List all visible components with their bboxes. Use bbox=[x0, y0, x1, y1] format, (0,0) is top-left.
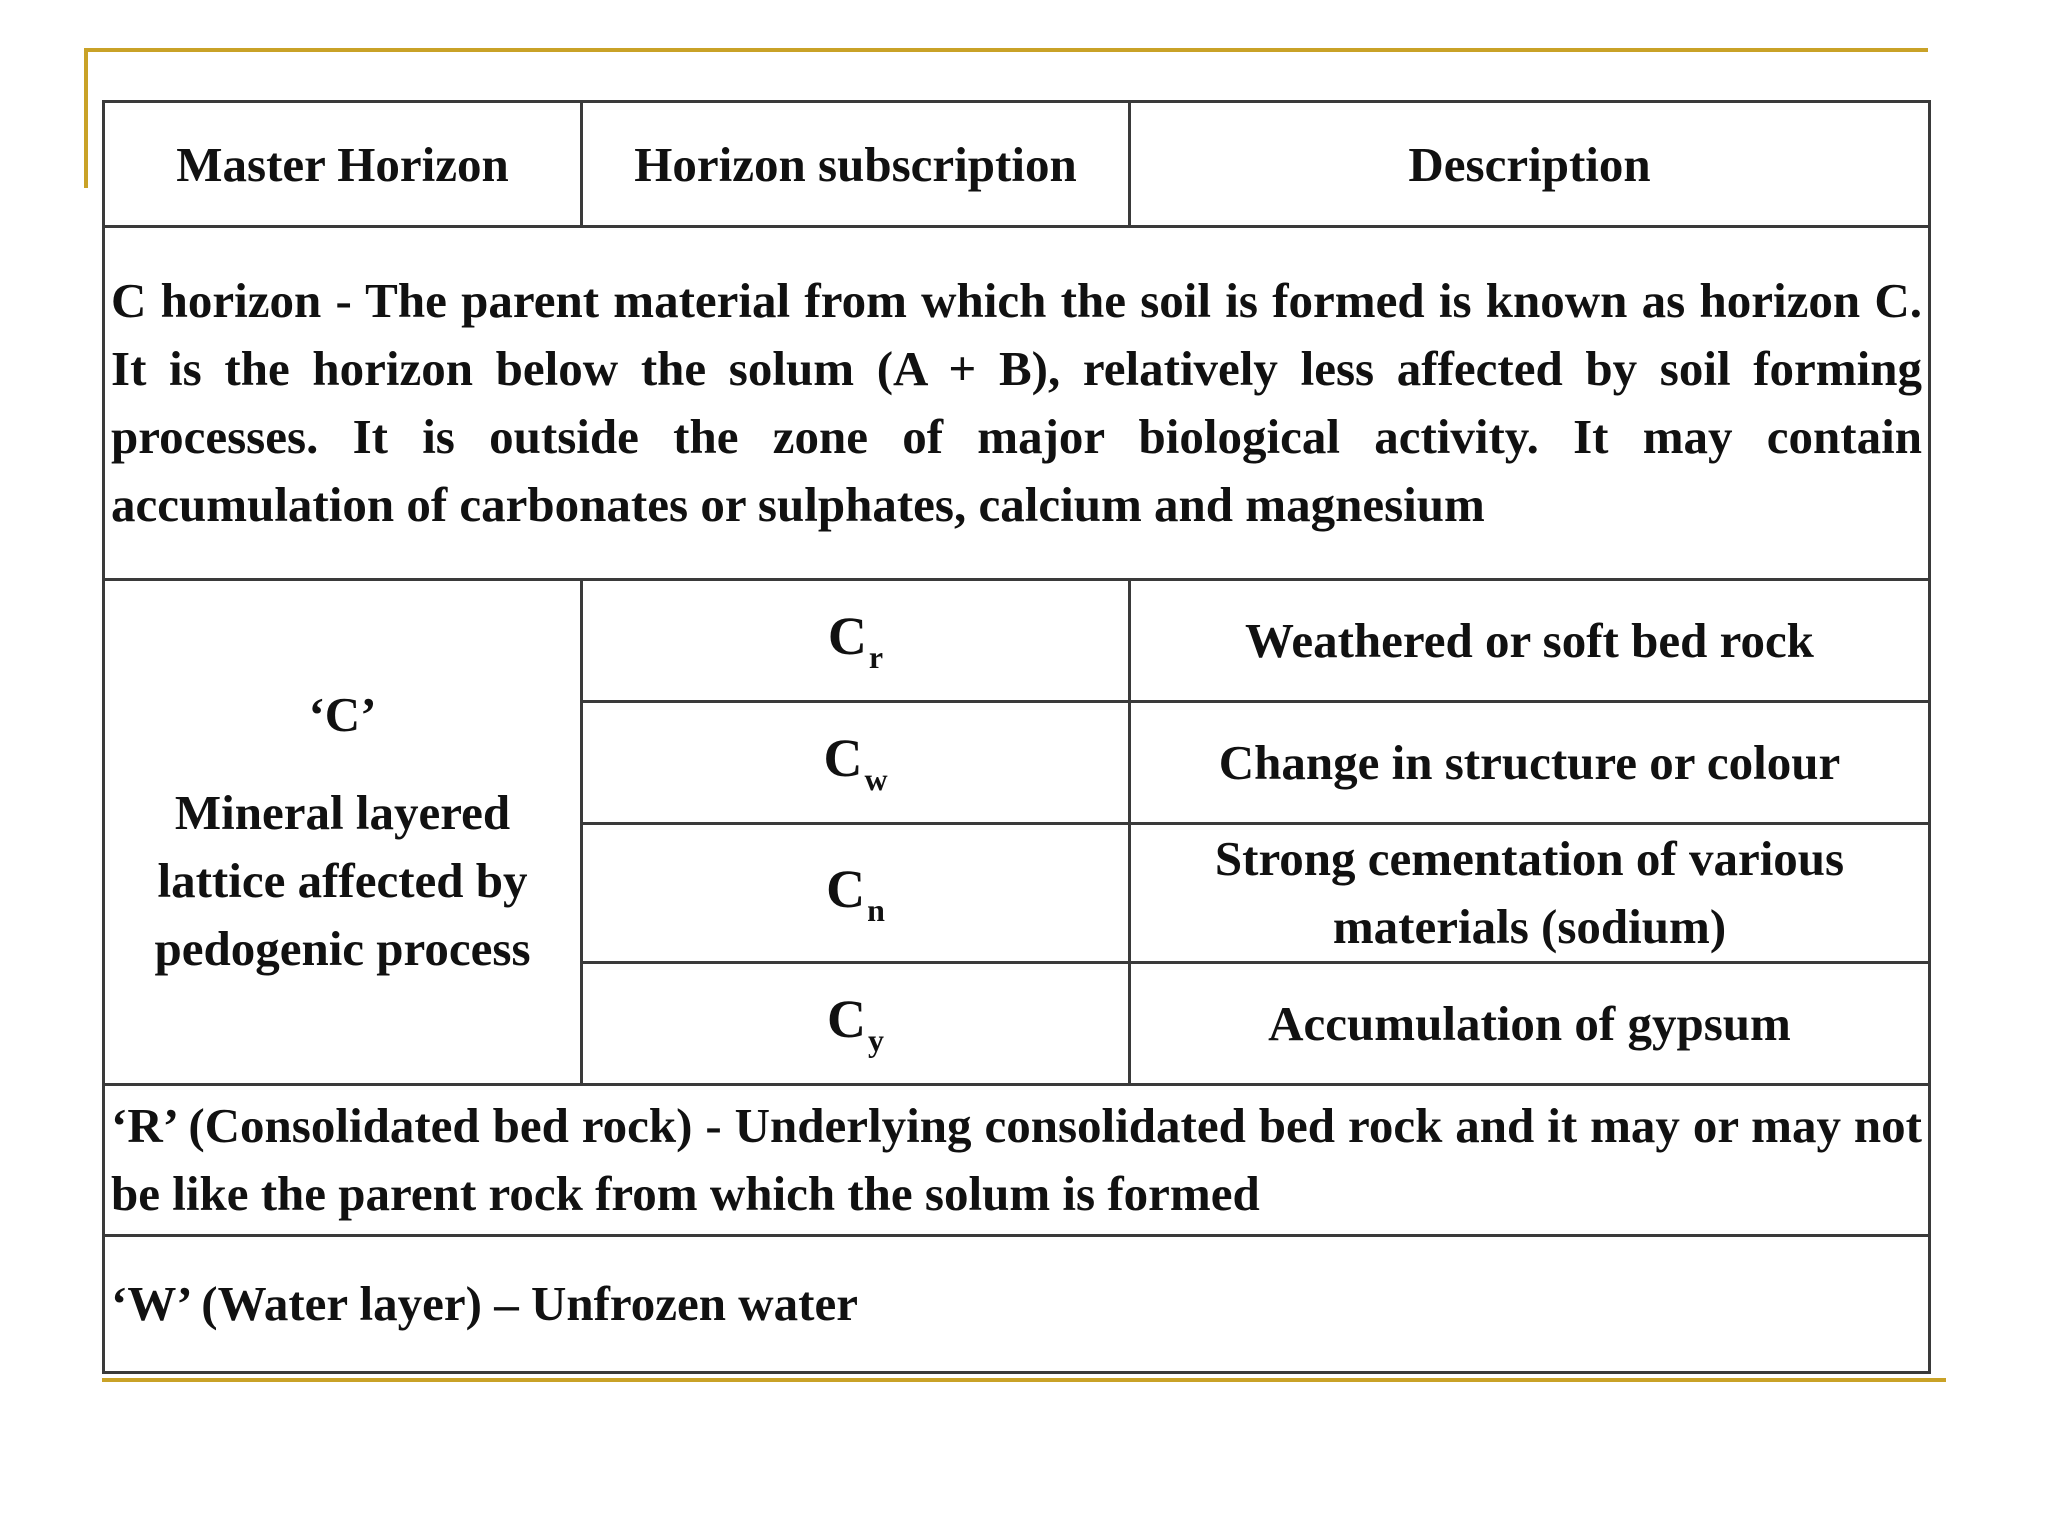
subscription-suffix: n bbox=[867, 891, 885, 928]
description-cell-cy: Accumulation of gypsum bbox=[1130, 963, 1930, 1085]
c-master-cell bbox=[104, 580, 582, 1085]
subscription-suffix: y bbox=[868, 1022, 884, 1058]
soil-horizon-table bbox=[102, 100, 1931, 1374]
table-row bbox=[104, 580, 1930, 702]
subscription-base: C bbox=[826, 858, 866, 919]
description-cell-cn: Strong cementation of various materials (sodium) bbox=[1130, 824, 1930, 963]
header-horizon-subscription: Horizon subscription bbox=[582, 102, 1130, 227]
header-row bbox=[104, 102, 1930, 227]
subscription-base: C bbox=[823, 728, 863, 788]
top-accent-rule bbox=[84, 48, 1928, 52]
r-horizon-paragraph: ‘R’ (Consolidated bed rock) - Underlying consolidated bed rock and it may or may not be like the parent rock from which the solum is formed bbox=[104, 1085, 1930, 1236]
subscription-cell-cn bbox=[582, 824, 1130, 963]
subscription-suffix: r bbox=[868, 639, 884, 675]
header-master-horizon: Master Horizon bbox=[104, 102, 582, 227]
c-horizon-paragraph: C horizon - The parent material from which the soil is formed is known as horizon C. It is the horizon below the solum (A + B), relatively less affected by soil forming processes. It is outside the zone of major biological activity. It may contain accumulation of carbonates or sulphates, calcium and magnesium bbox=[104, 227, 1930, 580]
c-master-description: Mineral layered lattice affected by pedogenic process bbox=[154, 785, 531, 976]
r-horizon-row bbox=[104, 1085, 1930, 1236]
subscription-base: C bbox=[827, 606, 867, 666]
left-accent-rule bbox=[84, 48, 88, 188]
c-master-symbol: ‘C’ bbox=[308, 687, 377, 742]
subscription-cell-cr bbox=[582, 580, 1130, 702]
subscription-cell-cy bbox=[582, 963, 1130, 1085]
header-description: Description bbox=[1130, 102, 1930, 227]
subscription-suffix: w bbox=[864, 761, 888, 797]
subscription-cell-cw bbox=[582, 702, 1130, 824]
description-cell-cr: Weathered or soft bed rock bbox=[1130, 580, 1930, 702]
w-horizon-paragraph: ‘W’ (Water layer) – Unfrozen water bbox=[104, 1236, 1930, 1373]
subscription-base: C bbox=[827, 989, 866, 1049]
c-horizon-row bbox=[104, 227, 1930, 580]
w-horizon-row bbox=[104, 1236, 1930, 1373]
description-cell-cw: Change in structure or colour bbox=[1130, 702, 1930, 824]
bottom-accent-rule bbox=[102, 1378, 1946, 1382]
